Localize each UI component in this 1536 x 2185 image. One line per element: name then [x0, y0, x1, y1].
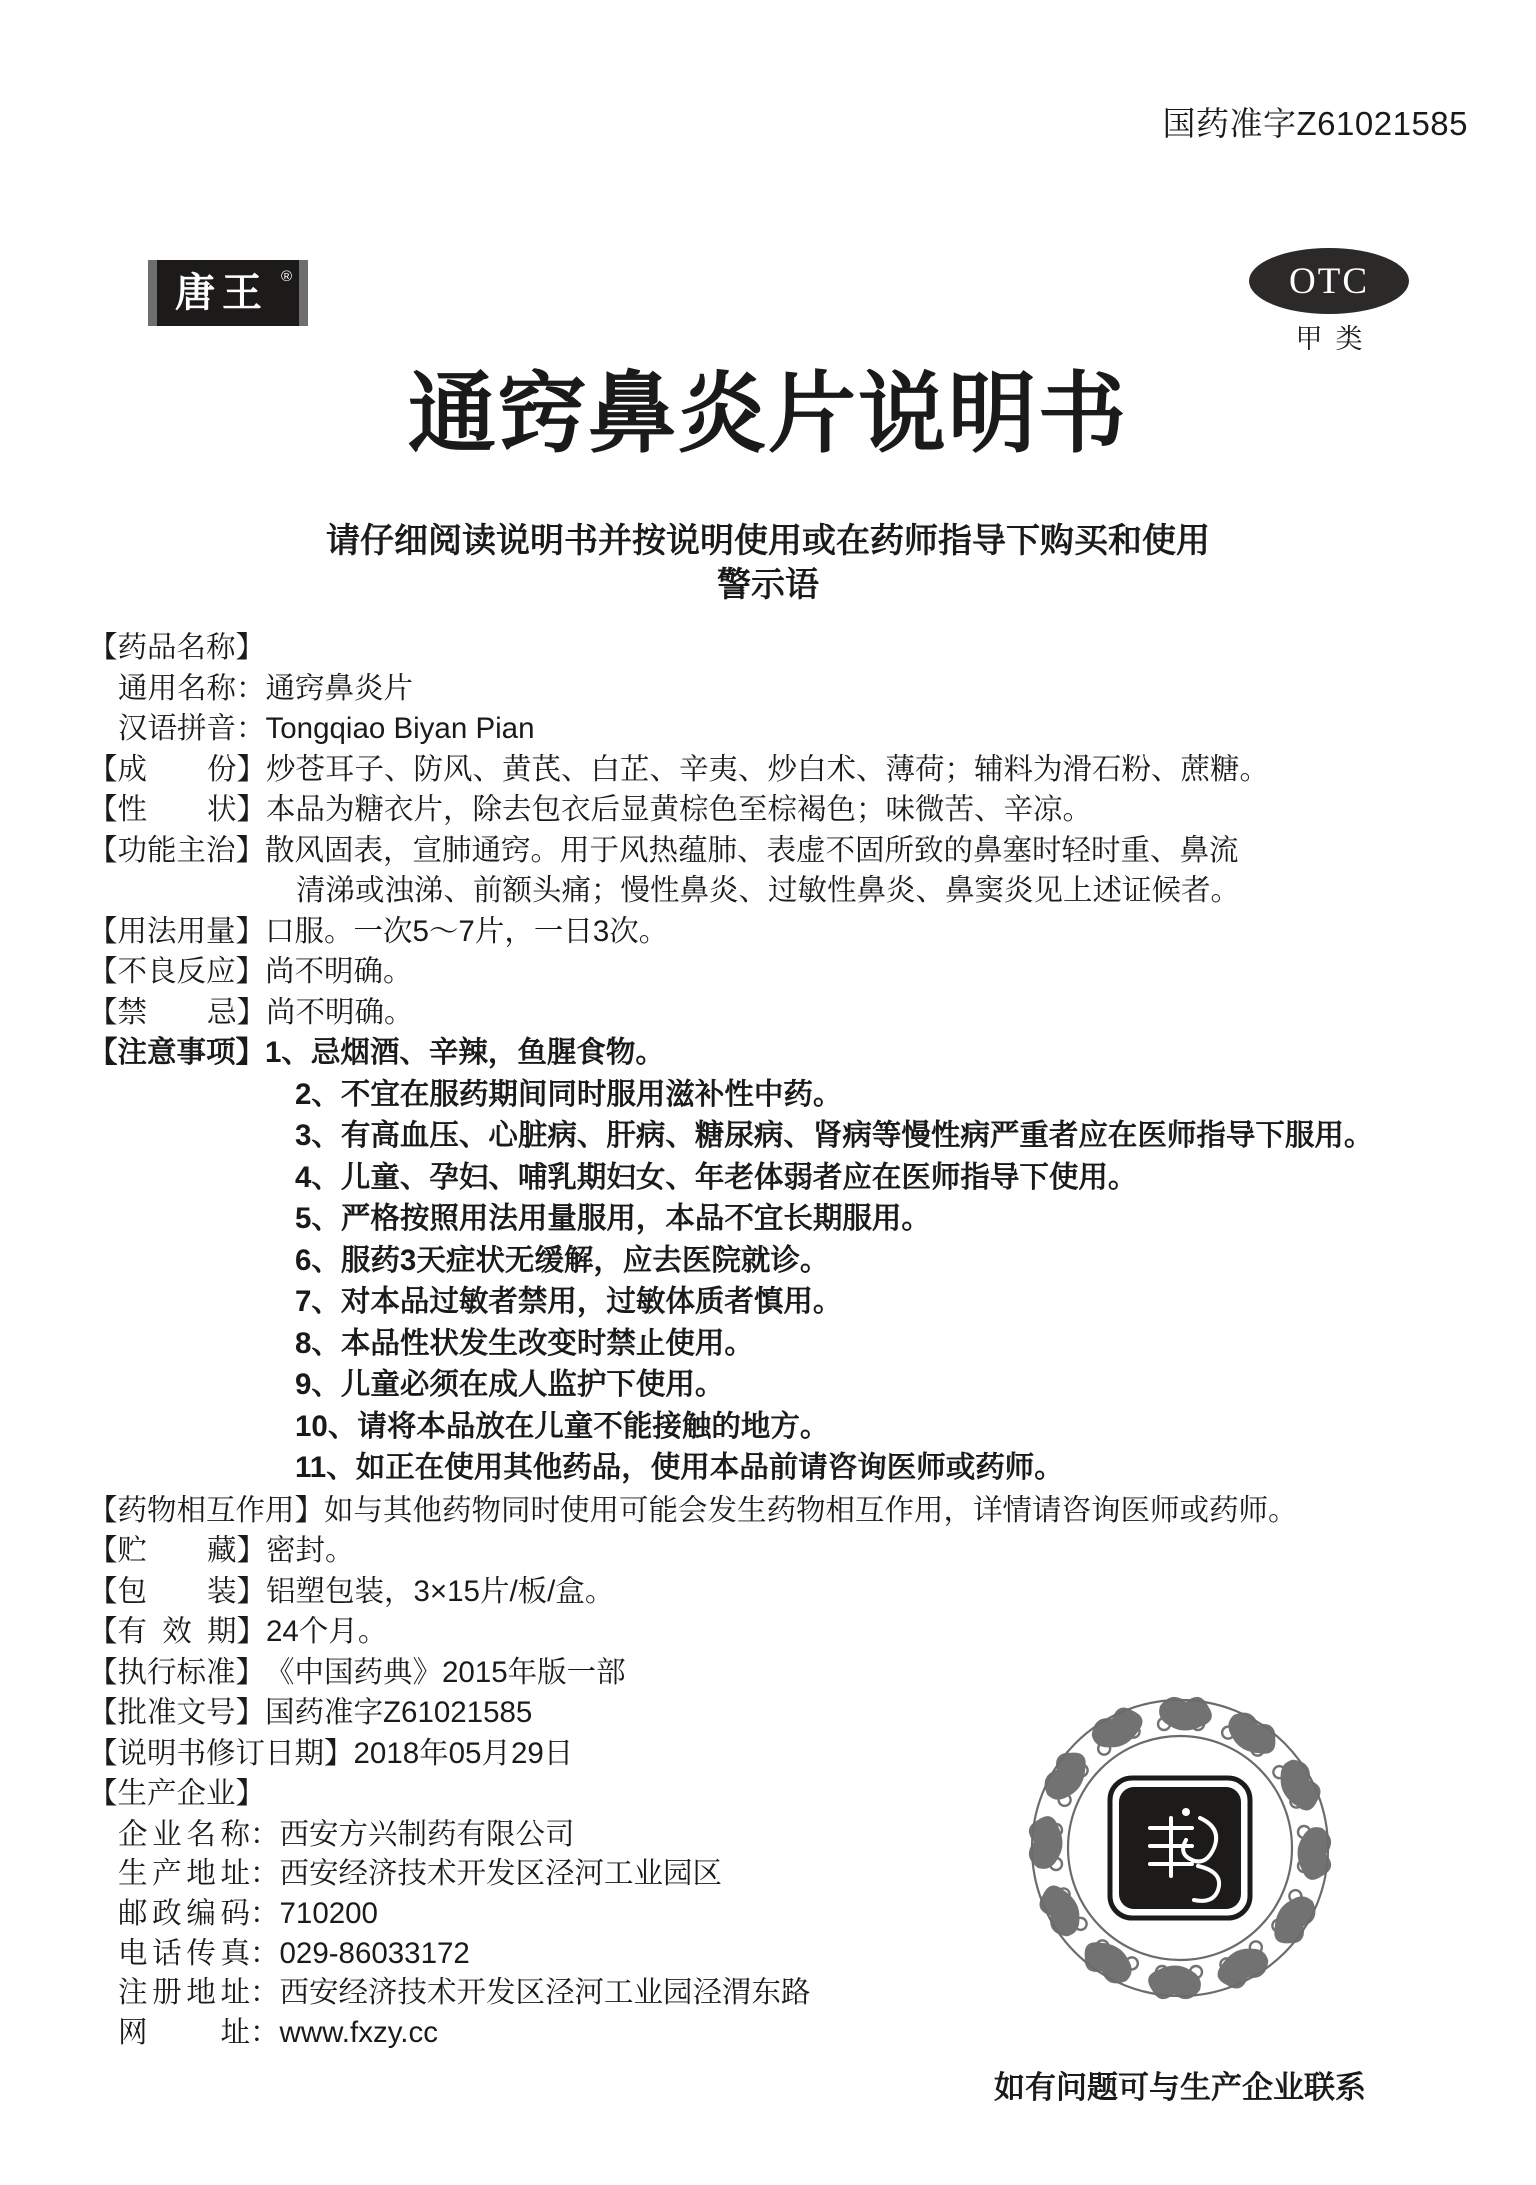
- ingredients-value: 炒苍耳子、防风、黄芪、白芷、辛夷、炒白术、薄荷；辅料为滑石粉、蔗糖。: [266, 752, 1270, 786]
- indications-value-line1: 散风固表，宣肺通窍。用于风热蕴肺、表虚不固所致的鼻塞时轻时重、鼻流: [265, 833, 1239, 867]
- section-indications: [88, 831, 1456, 871]
- contact-footer-note: 如有问题可与生产企业联系: [994, 2070, 1366, 2105]
- logo-plate: [157, 260, 299, 326]
- precaution-item: 5、严格按照用法用量服用，本品不宜长期服用。: [295, 1202, 931, 1236]
- contraindications-value: 尚不明确。: [266, 995, 414, 1029]
- phone-fax-value: 029-86033172: [279, 1936, 470, 1970]
- generic-name-row: [88, 669, 1456, 709]
- pinyin-label: 汉语拼音：: [118, 712, 266, 746]
- section-dosage: [88, 912, 1456, 952]
- standard-value: 《中国药典》2015年版一部: [265, 1655, 626, 1689]
- sep: ：: [250, 1817, 280, 1851]
- dosage-label: 【用法用量】: [88, 914, 266, 948]
- indications-continued: [88, 871, 1456, 911]
- ingredients-label: 【 成 份 】: [88, 750, 266, 790]
- packaging-value: 铝塑包装，3×15片/板/盒。: [266, 1574, 615, 1608]
- indications-label: 【功能主治】: [88, 833, 266, 867]
- approval-number-value: 国药准字Z61021585: [265, 1696, 533, 1730]
- dragon-seal-icon: [1000, 1668, 1360, 2028]
- precaution-item: 6、服药3天症状无缓解，应去医院就诊。: [295, 1243, 830, 1277]
- section-contraindications: [88, 993, 1456, 1033]
- shelf-life-label: 【 有 效 期 】: [88, 1612, 266, 1652]
- storage-label-chars: 贮 藏: [117, 1534, 237, 1568]
- sep: ：: [250, 1857, 280, 1891]
- postal-code-key: 邮 政 编 码: [118, 1896, 250, 1930]
- production-address-value: 西安经济技术开发区泾河工业园区: [279, 1857, 723, 1891]
- precaution-item: 7、对本品过敏者禁用，过敏体质者慎用。: [295, 1285, 843, 1319]
- logo-left-bar: [148, 260, 157, 326]
- approval-number-header: 国药准字Z61021585: [1162, 105, 1468, 142]
- dosage-value: 口服。一次5～7片，一日3次。: [265, 914, 669, 948]
- properties-value: 本品为糖衣片，除去包衣后显黄棕色至棕褐色；味微苦、辛凉。: [266, 793, 1093, 827]
- storage-label: 【 贮 藏 】: [88, 1531, 266, 1571]
- brand-name-text: 唐王: [175, 270, 269, 316]
- precaution-item: 2、不宜在服药期间同时服用滋补性中药。: [295, 1077, 843, 1111]
- ingredients-label-chars: 成 份: [117, 752, 237, 786]
- contraindications-label-chars: 禁 忌: [117, 995, 237, 1029]
- section-drug-name: [88, 628, 1456, 668]
- contraindications-label: 【 禁 忌 】: [88, 993, 266, 1033]
- sep: ：: [250, 1976, 280, 2010]
- precautions-list: [265, 1033, 1456, 1490]
- precaution-item: 4、儿童、孕妇、哺乳期妇女、年老体弱者应在医师指导下使用。: [295, 1160, 1138, 1194]
- section-shelf-life: [88, 1612, 1456, 1652]
- dragon-seal-emblem: [1000, 1668, 1360, 2028]
- otc-class-label: 甲类: [1295, 324, 1376, 354]
- interactions-value: 如与其他药物同时使用可能会发生药物相互作用，详情请咨询医师或药师。: [324, 1493, 1298, 1527]
- section-ingredients: [88, 750, 1456, 790]
- adverse-reactions-label: 【不良反应】: [88, 955, 266, 989]
- standard-label: 【执行标准】: [88, 1655, 266, 1689]
- pinyin-value: Tongqiao Biyan Pian: [265, 712, 535, 746]
- website-key: 网 址: [118, 2015, 250, 2049]
- revision-date-value: 2018年05月29日: [353, 1736, 574, 1770]
- packaging-label-chars: 包 装: [117, 1574, 237, 1608]
- packaging-label: 【 包 装 】: [88, 1572, 266, 1612]
- otc-label: OTC: [1289, 260, 1369, 302]
- registered-address-value: 西安经济技术开发区泾河工业园泾渭东路: [279, 1976, 811, 2010]
- sep: ：: [250, 1936, 280, 1970]
- phone-fax-key: 电 话 传 真: [118, 1936, 250, 1970]
- warning-word-label: 警示语: [717, 565, 819, 604]
- registered-address-key: 注 册 地 址: [118, 1976, 250, 2010]
- storage-value: 密封。: [266, 1534, 355, 1568]
- shelf-life-value: 24个月。: [266, 1615, 388, 1649]
- indications-value-line2: 清涕或浊涕、前额头痛；慢性鼻炎、过敏性鼻炎、鼻窦炎见上述证候者。: [296, 874, 1241, 908]
- brand-row: [0, 248, 1536, 368]
- section-precautions: [88, 1033, 1456, 1490]
- section-properties: [88, 790, 1456, 830]
- section-interactions: [88, 1491, 1456, 1531]
- precaution-item: 10、请将本品放在儿童不能接触的地方。: [295, 1409, 830, 1443]
- read-instructions-line: 请仔细阅读说明书并按说明使用或在药师指导下购买和使用: [326, 522, 1210, 560]
- drug-name-label: 【药品名称】: [88, 631, 266, 664]
- adverse-reactions-value: 尚不明确。: [265, 955, 413, 989]
- website-value: www.fxzy.cc: [279, 2015, 438, 2049]
- postal-code-value: 710200: [279, 1896, 378, 1930]
- section-storage: [88, 1531, 1456, 1571]
- sep: ：: [250, 2015, 280, 2049]
- registered-trademark-icon: ®: [280, 268, 292, 285]
- logo-right-bar: [299, 260, 308, 326]
- sep: ：: [250, 1896, 280, 1930]
- precaution-item: 9、儿童必须在成人监护下使用。: [295, 1368, 725, 1402]
- section-packaging: [88, 1572, 1456, 1612]
- properties-label: 【 性 状 】: [88, 790, 266, 830]
- pinyin-row: [88, 709, 1456, 749]
- properties-label-chars: 性 状: [117, 793, 237, 827]
- company-name-key: 企 业 名 称: [118, 1817, 250, 1851]
- brand-logo: [148, 260, 308, 326]
- page-title: 通窍鼻炎片说明书: [407, 362, 1128, 465]
- company-name-value: 西安方兴制药有限公司: [279, 1817, 575, 1851]
- precaution-item: 1、忌烟酒、辛辣，鱼腥食物。: [265, 1036, 665, 1070]
- precaution-item: 8、本品性状发生改变时禁止使用。: [295, 1326, 754, 1360]
- otc-badge: [1234, 248, 1424, 356]
- subtitle-block: [0, 520, 1536, 607]
- section-adverse-reactions: [88, 952, 1456, 992]
- precaution-item: 3、有高血压、心脏病、肝病、糖尿病、肾病等慢性病严重者应在医师指导下服用。: [295, 1119, 1374, 1153]
- manufacturer-label: 【生产企业】: [88, 1777, 266, 1811]
- generic-name-value: 通窍鼻炎片: [265, 671, 414, 705]
- shelf-life-label-chars: 有 效 期: [117, 1615, 237, 1649]
- precaution-item: 11、如正在使用其他药品，使用本品前请咨询医师或药师。: [295, 1451, 1064, 1485]
- revision-date-label: 【说明书修订日期】: [88, 1736, 354, 1770]
- generic-name-label: 通用名称：: [118, 671, 266, 705]
- interactions-label: 【药物相互作用】: [88, 1493, 325, 1527]
- otc-oval-icon: [1249, 248, 1409, 314]
- precautions-label: 【注意事项】: [88, 1036, 266, 1070]
- approval-number-label: 【批准文号】: [88, 1696, 266, 1730]
- production-address-key: 生 产 地 址: [118, 1857, 250, 1891]
